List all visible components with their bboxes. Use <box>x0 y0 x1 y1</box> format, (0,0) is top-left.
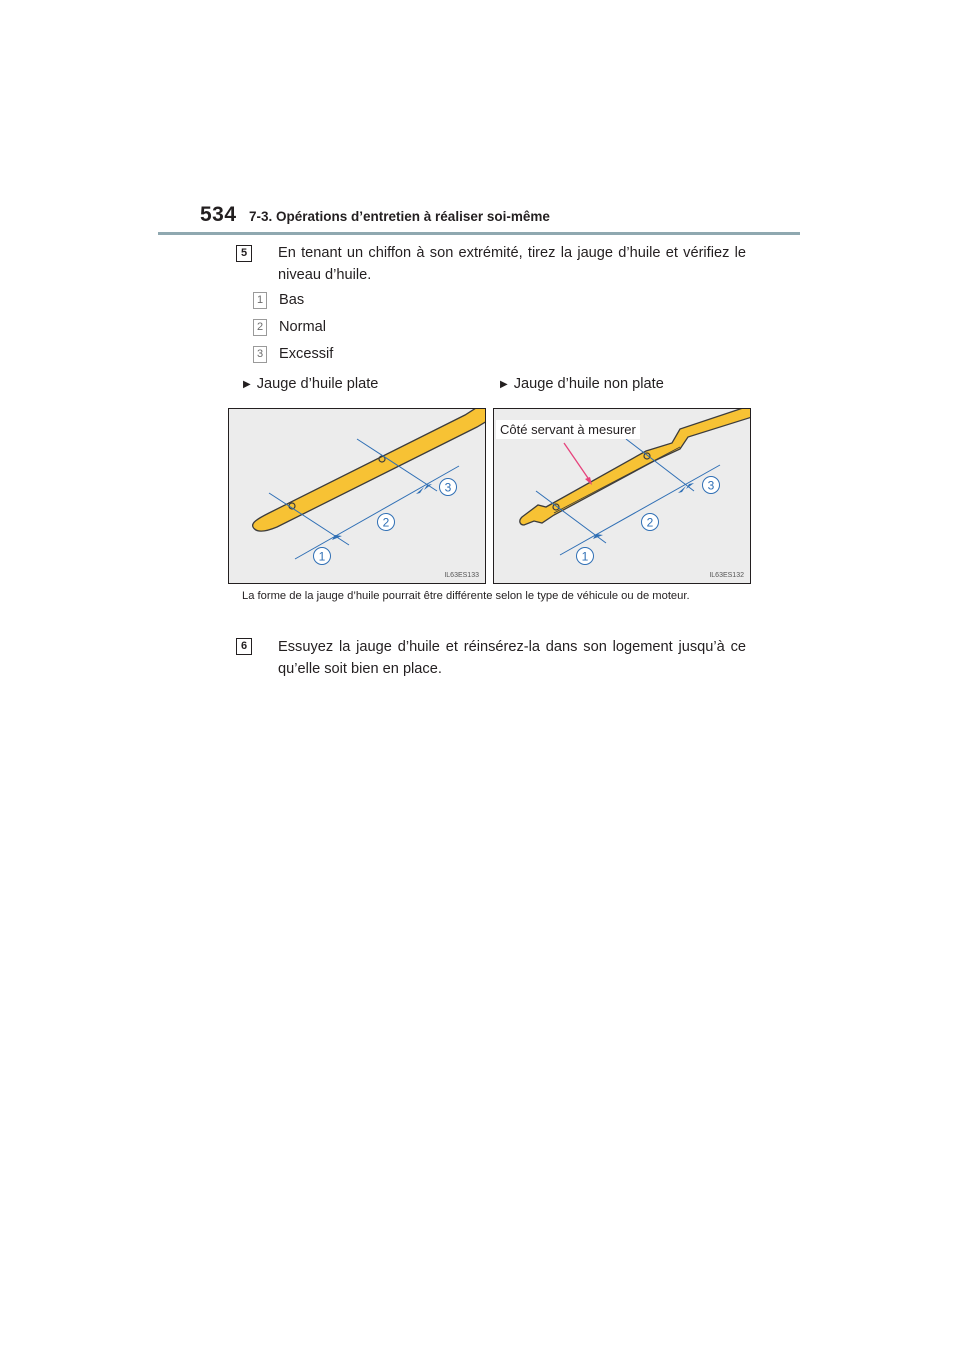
section-title: 7-3. Opérations d’entretien à réaliser soi-même <box>249 209 550 224</box>
triangle-right-icon: ▶ <box>243 379 251 390</box>
legend-number: 2 <box>253 319 267 336</box>
measure-line <box>560 465 720 555</box>
figure-heading-non-flat <box>500 376 664 392</box>
figure-flat-dipstick <box>228 408 486 584</box>
legend-number: 1 <box>253 292 267 309</box>
header-rule <box>158 232 800 235</box>
figure-heading-flat <box>243 376 378 392</box>
figure-heading-label: Jauge d’huile non plate <box>513 376 664 392</box>
step-badge-5: 5 <box>236 245 252 262</box>
step-5-text: En tenant un chiffon à son extrémité, tirez la jauge d’huile et vérifiez le niveau d’huile. <box>278 245 746 283</box>
arrow-high-icon <box>678 486 686 493</box>
callout-number-1: 1 <box>318 549 326 564</box>
measuring-side-label: Côté servant à mesurer <box>496 420 640 439</box>
callout-number-1: 1 <box>581 549 589 564</box>
image-code: IL63ES132 <box>709 572 744 579</box>
flat-dipstick-illustration <box>229 409 485 583</box>
figure-heading-label: Jauge d’huile plate <box>256 376 379 392</box>
callout-number-2: 2 <box>382 515 390 530</box>
step-badge-6: 6 <box>236 638 252 655</box>
step-6-text: Essuyez la jauge d’huile et réinsérez-la dans son logement jusqu’à ce qu’elle soit bien en place. <box>278 639 746 677</box>
measure-line <box>295 466 459 559</box>
legend-number: 3 <box>253 346 267 363</box>
figure-caption: La forme de la jauge d’huile pourrait être différente selon le type de véhicule ou de moteur. <box>242 590 690 602</box>
legend-label: Excessif <box>279 346 334 362</box>
triangle-right-icon: ▶ <box>500 379 508 390</box>
page-number: 534 <box>200 203 237 226</box>
callout-number-2: 2 <box>646 515 654 530</box>
annotation-leader-line <box>564 443 590 481</box>
legend-label: Bas <box>279 292 305 308</box>
dipstick-blade <box>253 409 485 531</box>
image-code: IL63ES133 <box>444 572 479 579</box>
callout-number-3: 3 <box>707 478 715 493</box>
legend-label: Normal <box>279 319 327 335</box>
callout-number-3: 3 <box>444 480 452 495</box>
